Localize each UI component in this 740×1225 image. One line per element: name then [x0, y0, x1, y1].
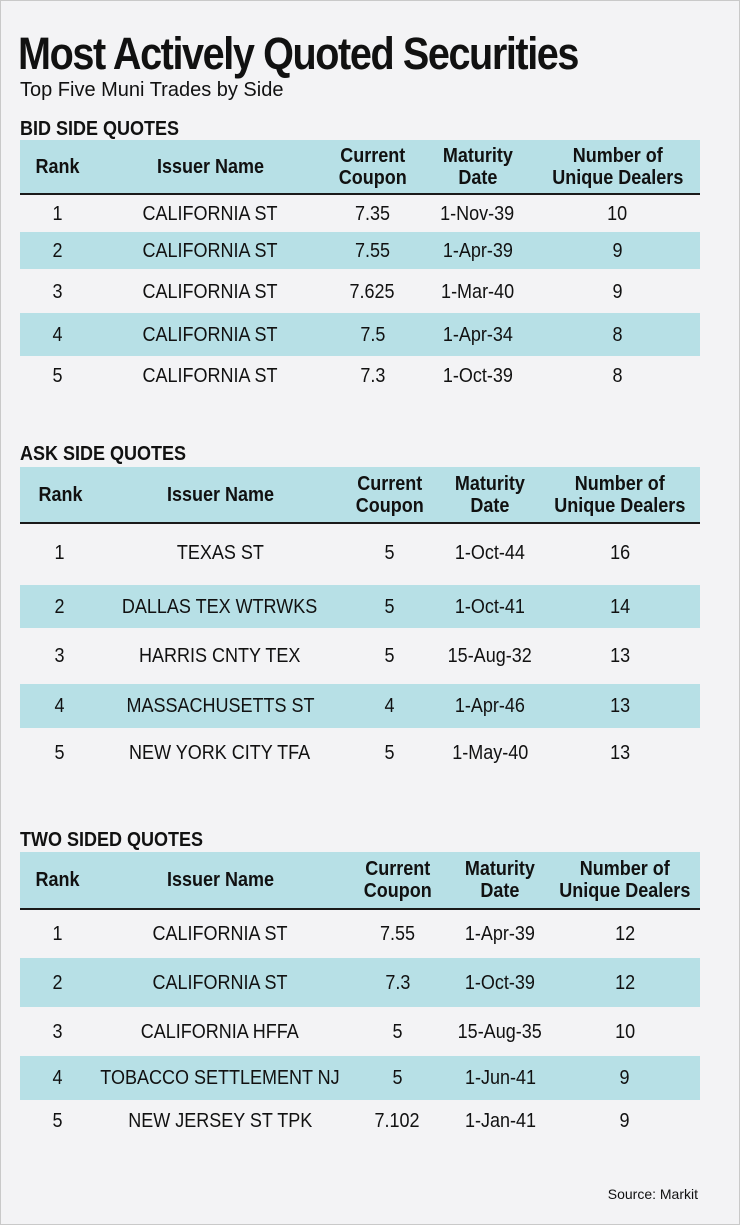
column-header-rank-line: Rank	[35, 869, 80, 891]
issuer-cell	[95, 1007, 345, 1056]
maturity-cell	[420, 232, 535, 269]
issuer-value: DALLAS TEX WTRWKS	[122, 595, 318, 618]
column-header-maturity	[450, 852, 550, 908]
coupon-value: 7.625	[349, 281, 396, 303]
issuer-cell	[100, 524, 340, 581]
maturity-cell	[440, 524, 540, 581]
rank-value: 5	[52, 1110, 63, 1132]
maturity-cell	[440, 585, 540, 628]
issuer-value: CALIFORNIA HFFA	[140, 1020, 300, 1043]
table-header	[20, 852, 700, 910]
column-header-rank-line: Rank	[35, 155, 80, 178]
table-row	[20, 1056, 700, 1100]
rank-value: 3	[54, 645, 66, 667]
column-header-rank	[20, 140, 95, 193]
maturity-value: 15-Aug-32	[447, 645, 533, 667]
dealers-value: 13	[609, 742, 631, 764]
coupon-value: 7.35	[354, 202, 391, 225]
rank-cell	[20, 313, 95, 356]
coupon-value: 7.3	[384, 971, 411, 994]
rank-cell	[20, 585, 100, 628]
dealers-cell	[550, 958, 700, 1007]
two-sided-quotes-table	[20, 852, 700, 1142]
column-header-issuer-line: Issuer Name	[166, 869, 274, 891]
column-header-dealers-line: Unique Dealers	[551, 166, 684, 189]
column-header-maturity-line: Maturity	[464, 858, 536, 880]
table-row	[20, 684, 700, 728]
coupon-cell	[345, 1007, 450, 1056]
dealers-cell	[550, 910, 700, 958]
issuer-value: NEW JERSEY ST TPK	[127, 1110, 313, 1132]
issuer-cell	[95, 1056, 345, 1100]
rank-cell	[20, 524, 100, 581]
dealers-value: 13	[609, 645, 631, 667]
rank-value: 1	[52, 923, 63, 945]
column-header-maturity-line: Maturity	[442, 144, 513, 167]
maturity-cell	[450, 1056, 550, 1100]
coupon-value: 5	[384, 595, 396, 618]
dealers-cell	[540, 524, 700, 581]
rank-value: 4	[54, 695, 66, 717]
column-header-coupon-line: Current	[339, 144, 405, 167]
coupon-cell	[340, 728, 440, 778]
issuer-cell	[95, 313, 325, 356]
two-sided-section-label: TWO SIDED QUOTES	[20, 829, 204, 851]
coupon-cell	[345, 958, 450, 1007]
issuer-value: HARRIS CNTY TEX	[139, 645, 301, 667]
ask-side-quotes-table	[20, 467, 700, 778]
dealers-cell	[535, 232, 700, 269]
coupon-cell	[325, 195, 420, 232]
rank-value: 2	[52, 239, 63, 262]
dealers-cell	[540, 628, 700, 684]
coupon-cell	[325, 313, 420, 356]
issuer-cell	[100, 728, 340, 778]
maturity-cell	[440, 628, 540, 684]
column-header-dealers-line: Unique Dealers	[554, 494, 686, 517]
coupon-cell	[340, 684, 440, 728]
issuer-value: NEW YORK CITY TFA	[129, 742, 311, 764]
table-header	[20, 467, 700, 524]
maturity-value: 1-Mar-40	[440, 281, 515, 303]
rank-cell	[20, 958, 95, 1007]
coupon-cell	[325, 232, 420, 269]
dealers-value: 12	[614, 923, 636, 945]
table-header	[20, 140, 700, 195]
column-header-rank-line: Rank	[37, 483, 83, 506]
dealers-cell	[540, 585, 700, 628]
column-header-coupon	[345, 852, 450, 908]
coupon-cell	[340, 628, 440, 684]
source-note: Source: Markit	[607, 1186, 698, 1202]
column-header-issuer	[95, 852, 345, 908]
dealers-value: 8	[612, 323, 623, 346]
rank-value: 4	[52, 1067, 63, 1089]
maturity-value: 1-Oct-39	[442, 365, 513, 387]
column-header-issuer	[95, 140, 325, 193]
column-header-maturity-line: Maturity	[454, 472, 526, 495]
maturity-value: 1-Apr-46	[454, 695, 526, 717]
issuer-value: CALIFORNIA ST	[142, 281, 278, 303]
issuer-cell	[95, 356, 325, 396]
rank-value: 2	[54, 595, 66, 618]
column-header-dealers-line: Unique Dealers	[559, 880, 691, 902]
column-header-maturity	[420, 140, 535, 193]
table-row	[20, 271, 700, 313]
column-header-coupon-line: Current	[364, 858, 430, 880]
column-header-rank	[20, 467, 100, 522]
coupon-value: 5	[384, 541, 396, 564]
rank-value: 3	[52, 281, 63, 303]
coupon-cell	[345, 910, 450, 958]
issuer-cell	[100, 585, 340, 628]
maturity-value: 1-Nov-39	[440, 202, 515, 225]
issuer-value: CALIFORNIA ST	[152, 971, 288, 994]
issuer-cell	[95, 910, 345, 958]
column-header-coupon	[325, 140, 420, 193]
bid-side-quotes-table	[20, 140, 700, 396]
issuer-cell	[95, 232, 325, 269]
table-row	[20, 1007, 700, 1056]
rank-value: 2	[52, 971, 63, 994]
maturity-cell	[440, 684, 540, 728]
issuer-value: TEXAS ST	[176, 541, 264, 564]
dealers-cell	[535, 271, 700, 313]
coupon-value: 4	[384, 695, 396, 717]
issuer-value: CALIFORNIA ST	[152, 923, 288, 945]
column-header-coupon	[340, 467, 440, 522]
rank-value: 3	[52, 1020, 63, 1043]
rank-cell	[20, 1100, 95, 1142]
maturity-cell	[420, 271, 535, 313]
dealers-value: 8	[612, 365, 623, 387]
rank-cell	[20, 910, 95, 958]
dealers-value: 9	[612, 281, 623, 303]
column-header-maturity-line: Date	[480, 880, 520, 902]
maturity-cell	[450, 1007, 550, 1056]
maturity-cell	[450, 1100, 550, 1142]
coupon-cell	[325, 356, 420, 396]
dealers-cell	[540, 684, 700, 728]
maturity-cell	[420, 195, 535, 232]
coupon-cell	[345, 1100, 450, 1142]
dealers-value: 14	[609, 595, 631, 618]
column-header-issuer	[100, 467, 340, 522]
rank-cell	[20, 1056, 95, 1100]
column-header-maturity	[440, 467, 540, 522]
column-header-dealers-line: Number of	[574, 472, 665, 495]
column-header-dealers	[540, 467, 700, 522]
issuer-cell	[95, 1100, 345, 1142]
dealers-value: 10	[607, 202, 628, 225]
dealers-cell	[550, 1007, 700, 1056]
column-header-coupon-line: Current	[357, 472, 423, 495]
rank-cell	[20, 1007, 95, 1056]
maturity-cell	[450, 958, 550, 1007]
issuer-cell	[100, 628, 340, 684]
table-row	[20, 958, 700, 1007]
rank-value: 5	[54, 742, 66, 764]
column-header-dealers-line: Number of	[579, 858, 670, 880]
issuer-cell	[100, 684, 340, 728]
maturity-value: 1-Oct-44	[454, 541, 526, 564]
coupon-cell	[340, 524, 440, 581]
rank-value: 1	[54, 541, 66, 564]
coupon-cell	[325, 271, 420, 313]
issuer-cell	[95, 195, 325, 232]
coupon-value: 7.3	[359, 365, 386, 387]
column-header-maturity-line: Date	[457, 166, 498, 189]
coupon-cell	[345, 1056, 450, 1100]
issuer-value: CALIFORNIA ST	[142, 239, 278, 262]
rank-value: 4	[52, 323, 63, 346]
rank-cell	[20, 356, 95, 396]
column-header-coupon-line: Coupon	[363, 880, 432, 902]
dealers-value: 10	[614, 1020, 636, 1043]
issuer-value: CALIFORNIA ST	[142, 202, 278, 225]
page-title: Most Actively Quoted Securities	[18, 28, 579, 79]
coupon-value: 7.102	[374, 1110, 421, 1132]
coupon-cell	[340, 585, 440, 628]
maturity-value: 1-Oct-39	[464, 971, 536, 994]
dealers-cell	[540, 728, 700, 778]
dealers-value: 9	[612, 239, 623, 262]
coupon-value: 5	[384, 645, 396, 667]
rank-cell	[20, 195, 95, 232]
column-header-coupon-line: Coupon	[338, 166, 407, 189]
rank-cell	[20, 684, 100, 728]
dealers-cell	[550, 1056, 700, 1100]
column-header-maturity-line: Date	[470, 494, 510, 517]
rank-cell	[20, 628, 100, 684]
maturity-value: 1-Apr-39	[442, 239, 513, 262]
maturity-value: 15-Aug-35	[457, 1020, 543, 1043]
table-row	[20, 313, 700, 356]
ask-side-section-label: ASK SIDE QUOTES	[20, 443, 187, 465]
maturity-value: 1-Jan-41	[464, 1110, 536, 1132]
column-header-issuer-line: Issuer Name	[156, 155, 264, 178]
maturity-value: 1-Jun-41	[464, 1067, 536, 1089]
table-row	[20, 232, 700, 269]
bid-side-section-label: BID SIDE QUOTES	[20, 118, 180, 140]
coupon-value: 7.55	[354, 239, 391, 262]
rank-cell	[20, 728, 100, 778]
column-header-coupon-line: Coupon	[356, 494, 424, 517]
table-row	[20, 524, 700, 581]
dealers-cell	[550, 1100, 700, 1142]
column-header-dealers	[535, 140, 700, 193]
table-row	[20, 910, 700, 958]
column-header-issuer-line: Issuer Name	[166, 483, 274, 506]
column-header-dealers-line: Number of	[572, 144, 663, 167]
dealers-value: 9	[619, 1110, 631, 1132]
rank-value: 1	[52, 202, 63, 225]
dealers-value: 16	[609, 541, 631, 564]
coupon-value: 7.55	[379, 923, 416, 945]
maturity-value: 1-Apr-34	[442, 323, 513, 346]
rank-cell	[20, 271, 95, 313]
rank-cell	[20, 232, 95, 269]
maturity-cell	[450, 910, 550, 958]
dealers-value: 9	[619, 1067, 631, 1089]
dealers-cell	[535, 195, 700, 232]
maturity-value: 1-May-40	[451, 742, 529, 764]
coupon-value: 7.5	[359, 323, 386, 346]
table-row	[20, 1100, 700, 1142]
maturity-cell	[440, 728, 540, 778]
dealers-value: 12	[614, 971, 636, 994]
issuer-cell	[95, 271, 325, 313]
dealers-cell	[535, 356, 700, 396]
dealers-cell	[535, 313, 700, 356]
maturity-cell	[420, 356, 535, 396]
issuer-value: CALIFORNIA ST	[142, 323, 278, 346]
column-header-dealers	[550, 852, 700, 908]
coupon-value: 5	[392, 1020, 403, 1043]
table-row	[20, 195, 700, 232]
issuer-value: MASSACHUSETTS ST	[125, 695, 315, 717]
maturity-cell	[420, 313, 535, 356]
issuer-value: CALIFORNIA ST	[142, 365, 278, 387]
table-row	[20, 628, 700, 684]
maturity-value: 1-Oct-41	[454, 595, 526, 618]
coupon-value: 5	[392, 1067, 403, 1089]
rank-value: 5	[52, 365, 63, 387]
issuer-cell	[95, 958, 345, 1007]
maturity-value: 1-Apr-39	[464, 923, 536, 945]
table-row	[20, 585, 700, 628]
column-header-rank	[20, 852, 95, 908]
table-row	[20, 356, 700, 396]
dealers-value: 13	[609, 695, 631, 717]
table-row	[20, 728, 700, 778]
coupon-value: 5	[384, 742, 396, 764]
issuer-value: TOBACCO SETTLEMENT NJ	[100, 1067, 340, 1089]
page-subtitle: Top Five Muni Trades by Side	[20, 79, 284, 101]
